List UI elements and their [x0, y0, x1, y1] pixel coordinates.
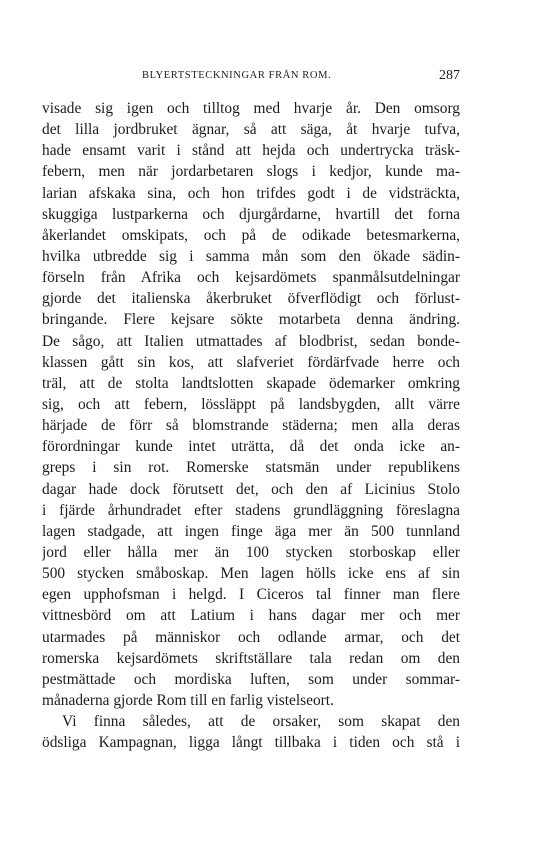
page-number: 287: [439, 68, 460, 83]
text-line: De sågo, att Italien utmattades af blodbrist, sedan bonde-: [42, 332, 460, 350]
text-line: utarmades på människor och odlande armar, och det: [42, 628, 460, 646]
text-line: sig, och att febern, lössläppt på landsbygden, allt värre: [42, 395, 460, 413]
text-line: greps i sin rot. Romerske statsmän under republikens: [42, 459, 460, 477]
text-line: gjorde det italienska åkerbruket öfverflödigt och förlust-: [42, 290, 460, 308]
text-line: härjade de förr så blomstrande städerna; men alla deras: [42, 417, 460, 435]
text-line: lagen stadgade, att ingen finge äga mer än 500 tunnland: [42, 522, 460, 540]
text-line: dagar hade dock förutsett det, och den af Licinius Stolo: [42, 480, 460, 498]
running-head: [42, 68, 460, 86]
text-line: klassen gått sin kos, att slafveriet fördärfvade herre och: [42, 353, 460, 371]
paragraph-end-line: månaderna gjorde Rom till en farlig vistelseort.: [42, 691, 334, 709]
text-line: ödsliga Kampagnan, ligga långt tillbaka i tiden och stå i: [42, 734, 460, 752]
text-line: åkerlandet omskipats, och på de odikade betesmarkerna,: [42, 226, 460, 244]
text-line: romerska kejsardömets skriftställare tala redan om den: [42, 649, 460, 667]
running-head-title: BLYERTSTECKNINGAR FRÅN ROM.: [142, 70, 332, 81]
text-line: förordningar kunde intet uträtta, då det onda icke an-: [42, 438, 460, 456]
text-line: träl, att de stolta landtslotten skapade ödemarker omkring: [42, 374, 460, 392]
text-line: förseln från Afrika och kejsardömets spanmålsutdelningar: [42, 269, 460, 287]
text-line: visade sig igen och tilltog med hvarje år. Den omsorg: [42, 100, 460, 117]
text-line: hade ensamt varit i stånd att hejda och undertrycka träsk-: [42, 142, 460, 160]
text-line: febern, men när jordarbetaren slogs i kedjor, kunde ma-: [42, 163, 460, 181]
text-line: vittnesbörd om att Latium i hans dagar mer och mer: [42, 607, 460, 625]
text-line: larian afskaka sina, och hon trifdes godt i de vidsträckta,: [42, 184, 460, 202]
text-line: jord eller hålla mer än 100 stycken storboskap eller: [42, 543, 460, 561]
text-line: egen upphofsman i helgd. I Ciceros tal finner man flere: [42, 586, 460, 604]
text-line: 500 stycken småboskap. Men lagen hölls icke ens af sin: [42, 565, 460, 583]
text-line: hvilka utbredde sig i samma mån som den ökade sädin-: [42, 247, 460, 265]
text-line: skuggiga lustparkerna och djurgårdarne, hvartill det forna: [42, 205, 460, 223]
text-line: bringande. Flere kejsare sökte motarbeta denna ändring.: [42, 311, 460, 329]
text-line: pestmättade och mordiska luften, som under sommar-: [42, 670, 460, 688]
body-text: [42, 98, 460, 753]
paragraph-start-line: Vi finna således, att de orsaker, som skapat den: [62, 713, 460, 731]
text-line: det lilla jordbruket ägnar, så att säga, åt hvarje tufva,: [42, 121, 460, 139]
text-line: i fjärde århundradet efter stadens grundläggning föreslagna: [42, 501, 460, 519]
